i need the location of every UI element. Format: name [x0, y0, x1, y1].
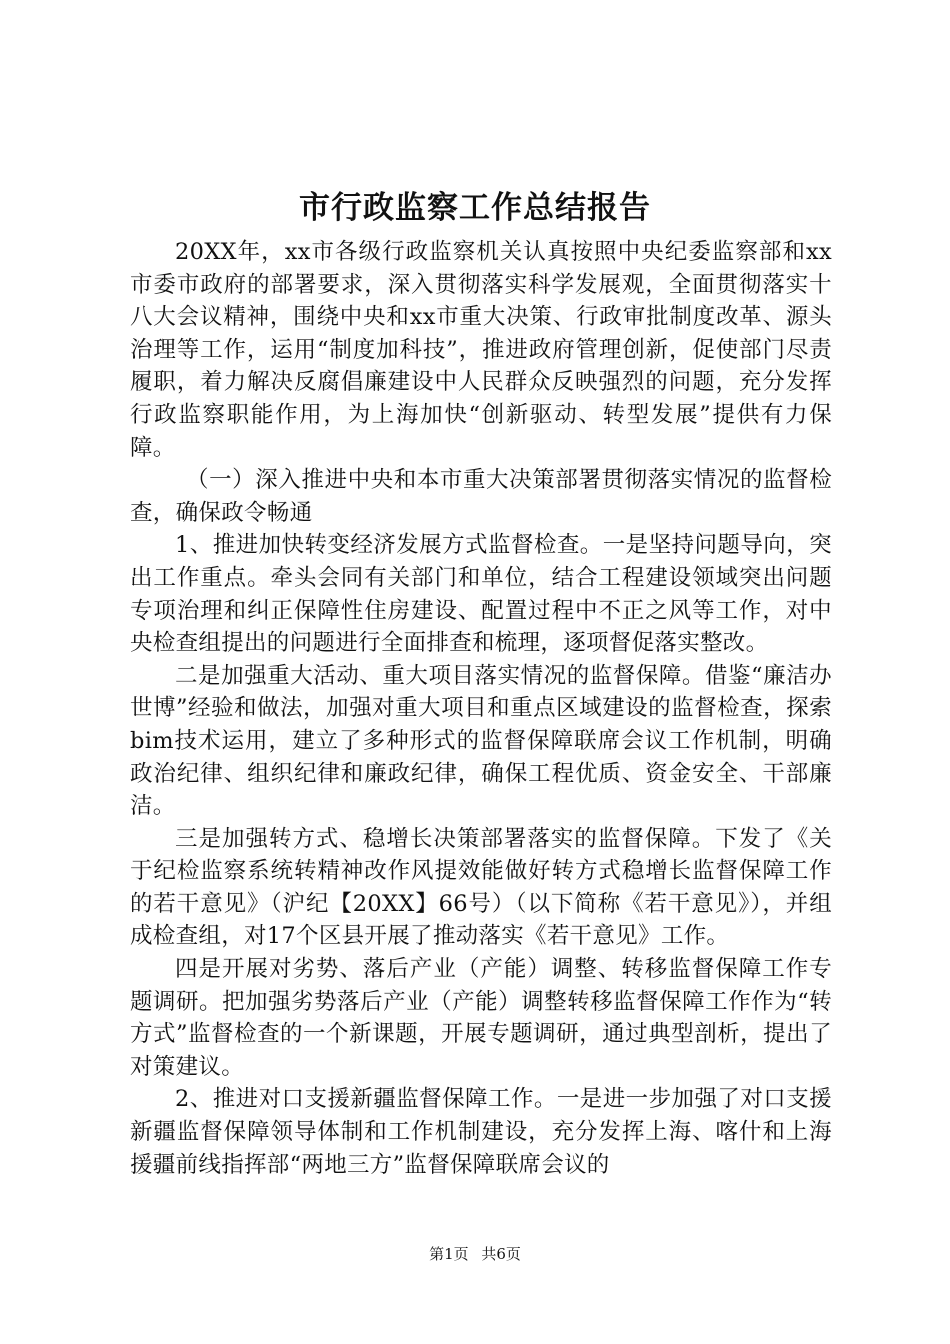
page-footer — [0, 1244, 950, 1264]
page-number: 第1页 — [429, 1245, 469, 1263]
paragraph-item-5: 2、推进对口支援新疆监督保障工作。一是进一步加强了对口支援新疆监督保障领导体制和工作机制建设，充分发挥上海、喀什和上海援疆前线指挥部“两地三方”监督保障联席会议的 — [130, 1086, 832, 1178]
paragraph-item-4: 四是开展对劣势、落后产业（产能）调整、转移监督保障工作专题调研。把加强劣势落后产业（产能）调整转移监督保障工作作为“转方式”监督检查的一个新课题，开展专题调研，通过典型剖析，提出了对策建议。 — [130, 956, 832, 1080]
document-title: 市行政监察工作总结报告 — [299, 190, 651, 226]
section-heading: （一）深入推进中央和本市重大决策部署贯彻落实情况的监督检查，确保政令畅通 — [130, 467, 832, 526]
paragraph-intro: 20XX年，xx市各级行政监察机关认真按照中央纪委监察部和xx市委市政府的部署要求，深入贯彻落实科学发展观，全面贯彻落实十八大会议精神，围绕中央和xx市重大决策、行政审批制度改革、源头治理等工作，运用“制度加科技”，推进政府管理创新，促使部门尽责履职，着力解决反腐倡廉建设中人民群众反映强烈的问题，充分发挥行政监察职能作用，为上海加快“创新驱动、转型发展”提供有力保障。 — [130, 239, 832, 461]
paragraph-item-3: 三是加强转方式、稳增长决策部署落实的监督保障。下发了《关于纪检监察系统转精神改作风提效能做好转方式稳增长监督保障工作的若干意见》（沪纪【20XX】66号）（以下简称《若干意见》），并组成检查组，对17个区县开展了推动落实《若干意见》工作。 — [130, 825, 832, 950]
paragraph-item-1: 1、推进加快转变经济发展方式监督检查。一是坚持问题导向，突出工作重点。牵头会同有关部门和单位，结合工程建设领域突出问题专项治理和纠正保障性住房建设、配置过程中不正之风等工作，对中央检查组提出的问题进行全面排查和梳理，逐项督促落实整改。 — [130, 532, 832, 657]
document-body — [130, 236, 832, 1181]
paragraph-item-2: 二是加强重大活动、重大项目落实情况的监督保障。借鉴“廉洁办世博”经验和做法，加强对重大项目和重点区域建设的监督检查，探索bim技术运用，建立了多种形式的监督保障联席会议工作机制，明确政治纪律、组织纪律和廉政纪律，确保工程优质、资金安全、干部廉洁。 — [130, 662, 832, 820]
page-total: 共6页 — [481, 1245, 521, 1263]
